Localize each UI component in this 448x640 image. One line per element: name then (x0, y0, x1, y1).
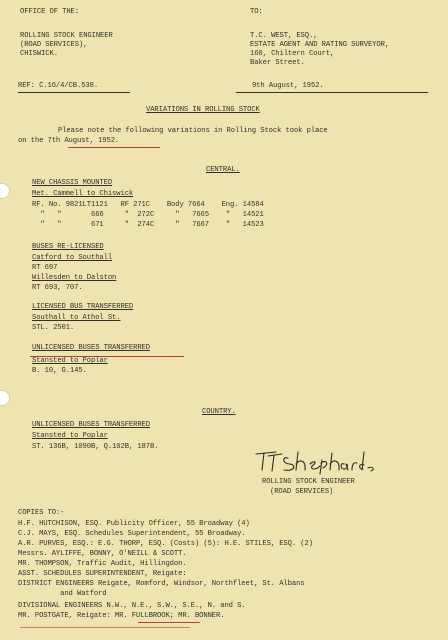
signature-scrawl (252, 446, 392, 476)
memo-date: 9th August, 1952. (252, 82, 324, 90)
country-unlicensed-route: Stansted to Poplar (32, 432, 108, 440)
licensed-transferred-route: Southall to Athol St. (32, 314, 121, 322)
copies-line-3: A.R. PURVES, ESQ.: E.G. THORP, ESQ. (Costs) (5): H.E. STILES, ESQ. (2) (18, 540, 313, 548)
copies-line-9: DIVISIONAL ENGINEERS N.W., N.E., S.W., S.E., N. and S. (18, 602, 246, 610)
licensed-transferred-heading: LICENSED BUS TRANSFERRED (32, 303, 134, 311)
chassis-subheading: Met. Cammell to Chiswick (32, 190, 134, 198)
intro-line-1: Please note the following variations in Rolling Stock took place (58, 127, 328, 135)
from-line-1: ROLLING STOCK ENGINEER (20, 32, 113, 40)
signatory-title-1: ROLLING STOCK ENGINEER (262, 478, 355, 486)
copies-line-10: MR. POSTGATE, Reigate: MR. FULLBROOK; MR. BONNER. (18, 612, 225, 620)
from-label: OFFICE OF THE: (20, 8, 79, 16)
to-line-3: 160, Chiltern Court, (250, 50, 335, 58)
red-pencil-underline-date (68, 147, 160, 148)
document-title: VARIATIONS IN ROLLING STOCK (146, 106, 260, 114)
central-unlicensed-heading: UNLICENSED BUSES TRANSFERRED (32, 344, 150, 352)
relicensed-route-2-items: RT 693, 707. (32, 284, 83, 292)
central-heading: CENTRAL. (206, 166, 240, 174)
copies-line-6: ASST. SCHEDULES SUPERINTENDENT, Reigate: (18, 570, 187, 578)
signature (252, 446, 392, 476)
country-unlicensed-heading: UNLICENSED BUSES TRANSFERRED (32, 421, 150, 429)
punch-hole-top (0, 183, 10, 199)
central-unlicensed-route: Stansted to Poplar (32, 357, 108, 365)
copies-line-2: C.J. MAYS, ESQ. Schedules Superintendent, 55 Broadway. (18, 530, 246, 538)
copies-line-4: Messrs. AYLIFFE, BONNY, O'NEILL & SCOTT. (18, 550, 187, 558)
copies-label: COPIES TO:- (18, 509, 65, 517)
licensed-transferred-items: STL. 2501. (32, 324, 75, 332)
relicensed-heading: BUSES RE-LICENSED (32, 243, 104, 251)
intro-line-2: on the 7th August, 1952. (18, 137, 120, 145)
central-unlicensed-items: B. 10, G.145. (32, 367, 87, 375)
reference: REF: C.16/4/CB.538. (18, 82, 99, 90)
to-label: TO: (250, 8, 263, 16)
chassis-row-3: " " 671 " 274C " 7667 " 14523 (32, 221, 264, 229)
relicensed-route-1: Catford to Southall (32, 254, 113, 262)
copies-line-1: H.F. HUTCHISON, ESQ. Publicity Officer, 55 Broadway (4) (18, 520, 250, 528)
signatory-title-2: (ROAD SERVICES) (270, 488, 334, 496)
from-line-3: CHISWICK. (20, 50, 58, 58)
to-line-4: Baker Street. (250, 59, 305, 67)
red-pencil-underline-fullbrook (138, 622, 200, 623)
date-rule (236, 92, 428, 93)
country-heading: COUNTRY. (202, 408, 236, 416)
punch-hole-bottom (0, 390, 10, 406)
to-line-1: T.C. WEST, ESQ., (250, 32, 318, 40)
relicensed-route-2: Willesden to Dalston (32, 274, 117, 282)
from-line-2: (ROAD SERVICES), (20, 41, 88, 49)
red-pencil-mark-bottom (20, 627, 190, 628)
chassis-row-1: RF. No. 9821LT1121 RF 271C Body 7664 Eng. 14584 (32, 201, 264, 209)
copies-line-5: MR. THOMPSON, Traffic Audit, Hillingdon. (18, 560, 187, 568)
copies-line-8: and Watford (18, 590, 107, 598)
relicensed-route-1-items: RT 697 (32, 264, 58, 272)
copies-line-7: DISTRICT ENGINEERS Reigate, Romford, Windsor, Northfleet, St. Albans (18, 580, 305, 588)
reference-rule (18, 92, 130, 93)
chassis-row-2: " " 666 " 272C " 7665 " 14521 (32, 211, 264, 219)
chassis-heading: NEW CHASSIS MOUNTED (32, 179, 113, 187)
to-line-2: ESTATE AGENT AND RATING SURVEYOR, (250, 41, 390, 49)
country-unlicensed-items: ST. 136B, 1090B, Q.102B, 187B. (32, 443, 159, 451)
